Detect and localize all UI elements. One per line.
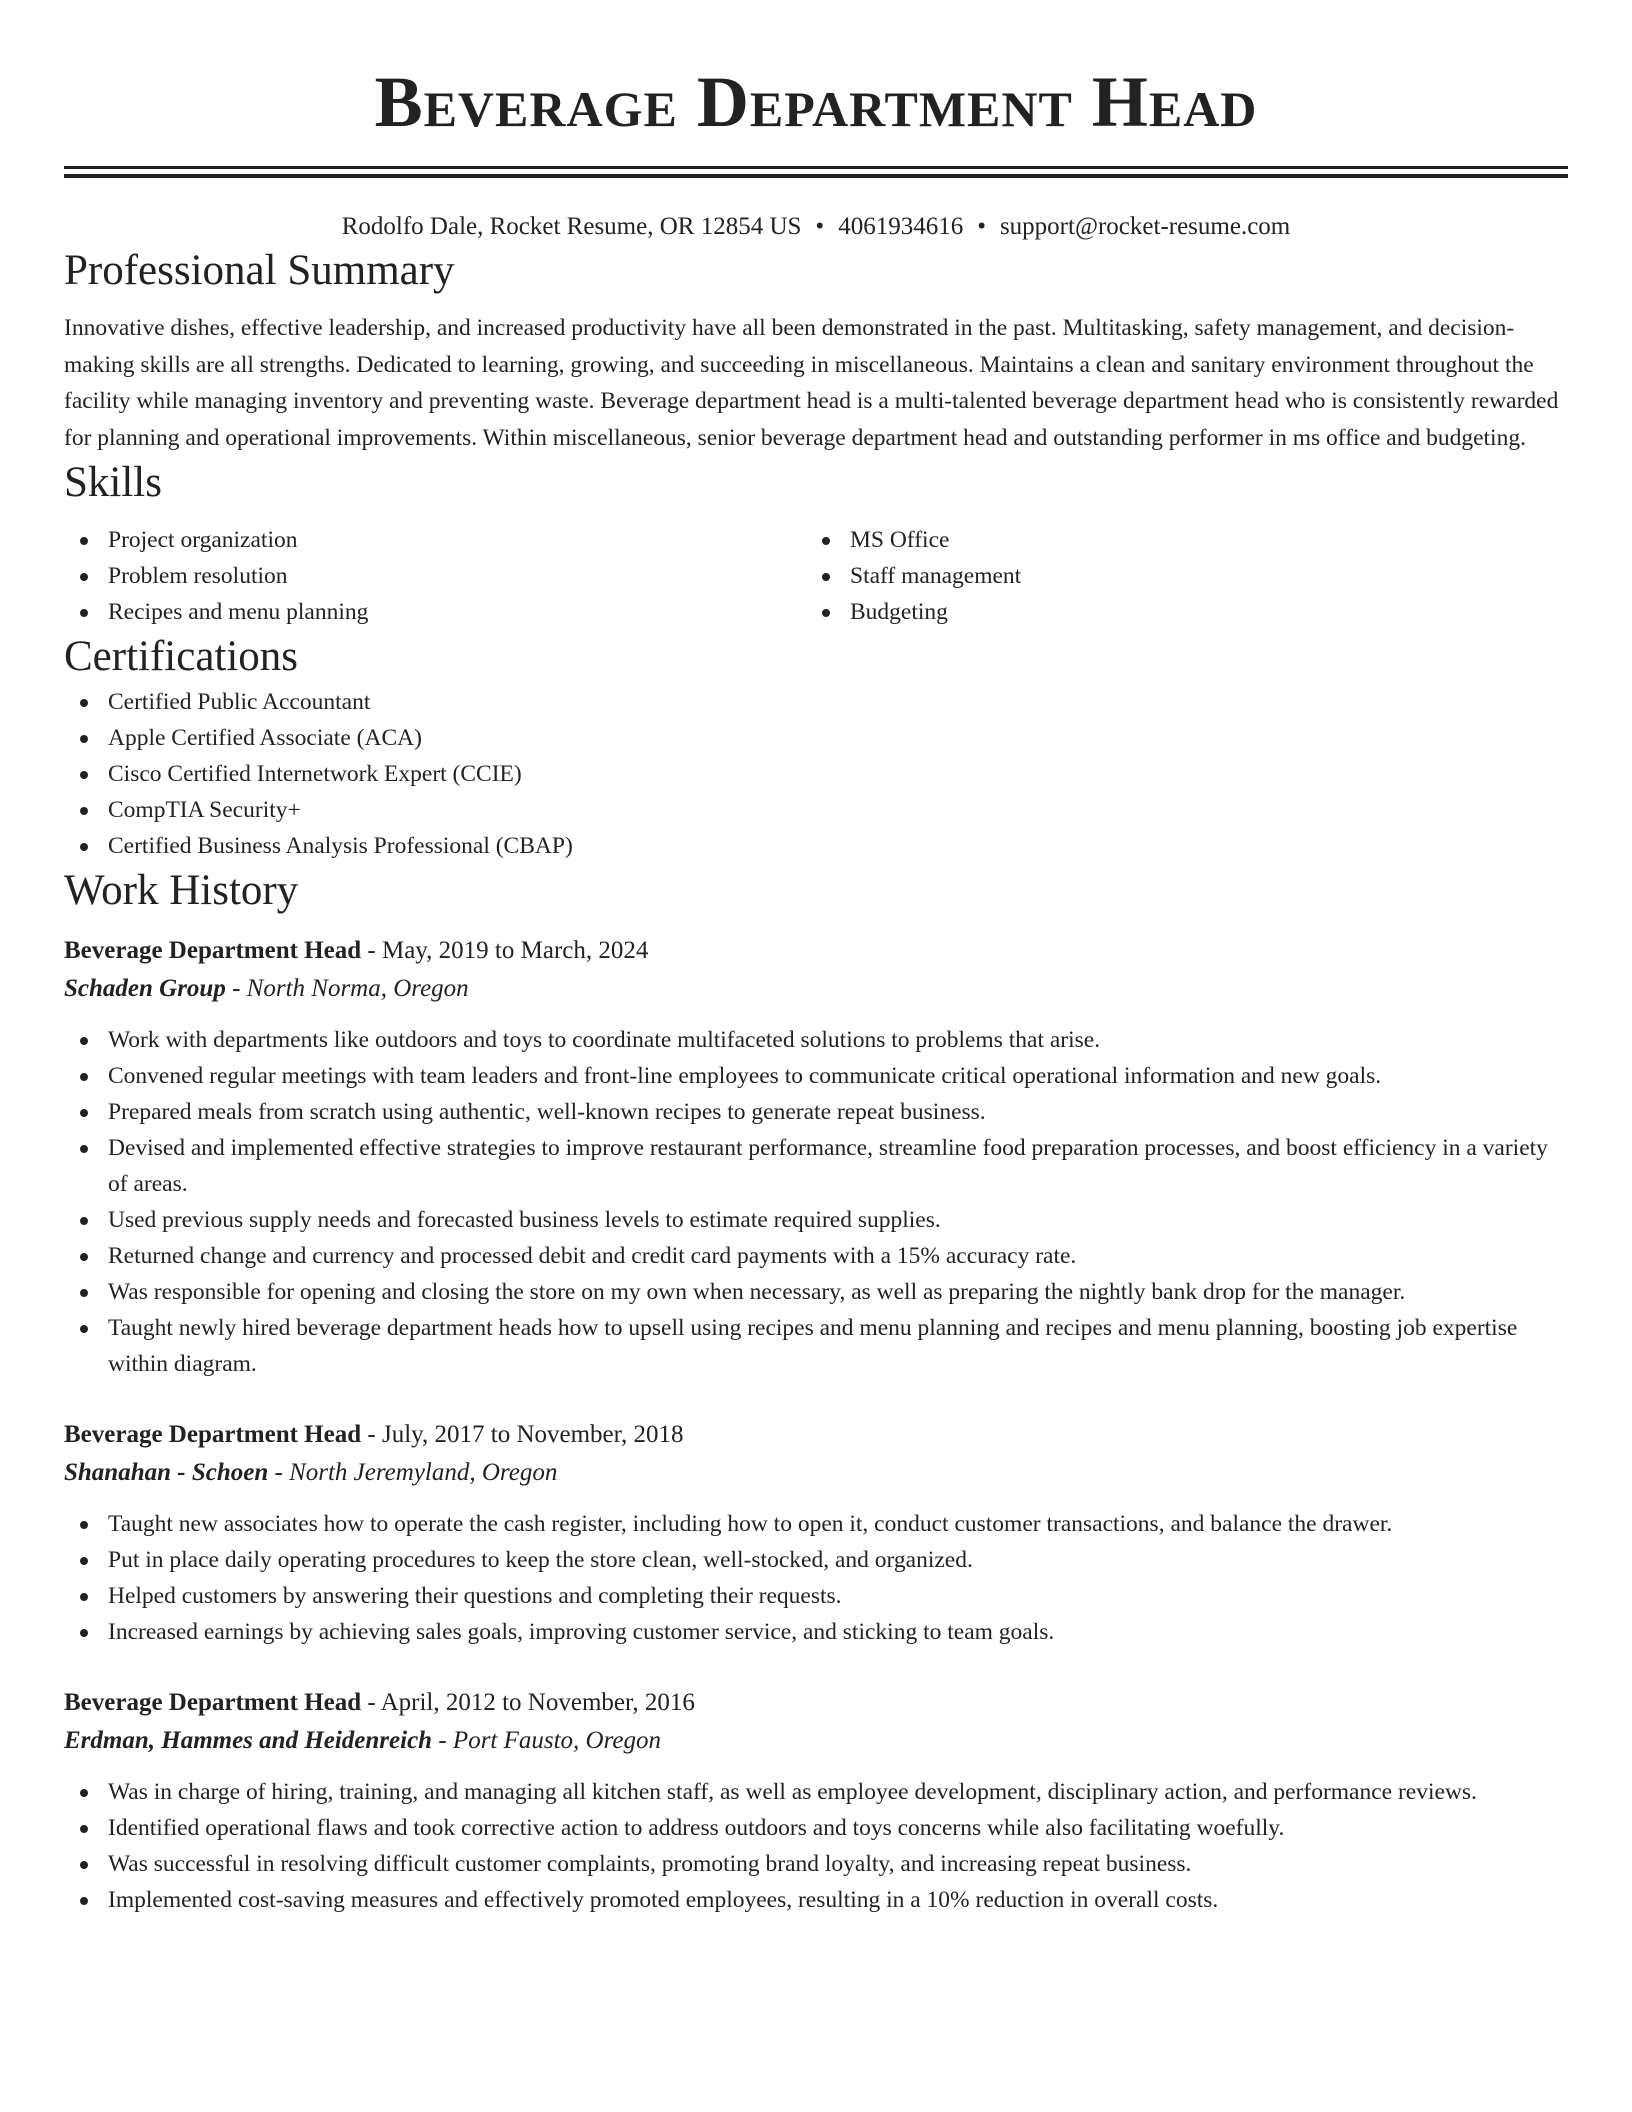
job-dates: - July, 2017 to November, 2018 [361,1421,684,1448]
duty-item: Was successful in resolving difficult customer complaints, promoting brand loyalty, and increasing repeat business. [64,1846,1568,1882]
certification-item: Cisco Certified Internetwork Expert (CCIE) [64,756,1568,792]
contact-separator: • [815,213,825,240]
contact-line [64,210,1568,244]
duty-item: Put in place daily operating procedures to keep the store clean, well-stocked, and organized. [64,1542,1568,1578]
duty-item: Helped customers by answering their questions and completing their requests. [64,1578,1568,1614]
certification-item: Apple Certified Associate (ACA) [64,720,1568,756]
company-name: Erdman, Hammes and Heidenreich [64,1727,433,1754]
job-duties [64,1022,1568,1382]
certification-item: Certified Public Accountant [64,684,1568,720]
job-entry [64,1416,1568,1650]
job-employer [64,1454,1568,1492]
certification-item: CompTIA Security+ [64,792,1568,828]
job-dates: - May, 2019 to March, 2024 [361,937,649,964]
duty-item: Returned change and currency and processed debit and credit card payments with a 15% accuracy rate. [64,1238,1568,1274]
job-employer [64,1722,1568,1760]
certification-item: Certified Business Analysis Professional (CBAP) [64,828,1568,864]
summary-heading: Professional Summary [64,247,455,294]
contact-email: support@rocket-resume.com [999,213,1291,240]
job-header [64,1684,1568,1722]
skills-list-left [64,522,806,630]
duty-item: Prepared meals from scratch using authentic, well-known recipes to generate repeat business. [64,1094,1568,1130]
skill-item: Budgeting [806,594,1548,630]
certifications-list [64,684,1568,864]
summary-text: Innovative dishes, effective leadership, and increased productivity have all been demonstrated in the past. Multitasking, safety management, and decision-making skills are all strengths. Dedicated to learning, growing, and succeeding in miscellaneous. Maintains a clean and sanitary environment throughout the facility while managing inventory and preventing waste. Beverage department head is a multi-talented beverage department head who is consistently rewarded for planning and operational improvements. Within miscellaneous, senior beverage department head and outstanding performer in ms office and budgeting. [64,315,1559,451]
job-title: Beverage Department Head [64,1421,362,1448]
company-location: - North Norma, Oregon [225,975,469,1002]
company-name: Shanahan - Schoen [64,1459,269,1486]
duty-item: Identified operational flaws and took corrective action to address outdoors and toys concerns while also facilitating woefully. [64,1810,1568,1846]
company-location: - Port Fausto, Oregon [432,1727,662,1754]
work-history-section [64,864,1568,1918]
company-location: - North Jeremyland, Oregon [268,1459,558,1486]
skill-item: Problem resolution [64,558,806,594]
company-name: Schaden Group [64,975,226,1002]
resume-title: Beverage Department Head [374,62,1258,142]
skills-heading: Skills [64,459,162,506]
summary-section [64,244,1568,456]
job-dates: - April, 2012 to November, 2016 [361,1689,695,1716]
job-duties [64,1506,1568,1650]
skill-item: Recipes and menu planning [64,594,806,630]
duty-item: Used previous supply needs and forecasted business levels to estimate required supplies. [64,1202,1568,1238]
job-header [64,1416,1568,1454]
job-entry [64,932,1568,1382]
duty-item: Implemented cost-saving measures and effectively promoted employees, resulting in a 10% reduction in overall costs. [64,1882,1568,1918]
duty-item: Taught newly hired beverage department heads how to upsell using recipes and menu planning and recipes and menu planning, boosting job expertise within diagram. [64,1310,1568,1382]
skill-item: MS Office [806,522,1548,558]
contact-separator: • [977,213,986,240]
skills-columns [64,522,1568,630]
skills-section [64,456,1568,630]
job-duties [64,1774,1568,1918]
duty-item: Convened regular meetings with team leaders and front-line employees to communicate critical operational information and new goals. [64,1058,1568,1094]
job-entry [64,1684,1568,1918]
job-title: Beverage Department Head [64,937,362,964]
resume-page [64,0,1568,1918]
duty-item: Taught new associates how to operate the cash register, including how to open it, conduct customer transactions, and balance the drawer. [64,1506,1568,1542]
work-history-heading: Work History [64,867,299,914]
duty-item: Was in charge of hiring, training, and managing all kitchen staff, as well as employee development, disciplinary action, and performance reviews. [64,1774,1568,1810]
duty-item: Devised and implemented effective strategies to improve restaurant performance, streamline food preparation processes, and boost efficiency in a variety of areas. [64,1130,1568,1202]
job-header [64,932,1568,970]
skills-list-right [806,522,1548,630]
certifications-section [64,630,1568,864]
contact-address: Rodolfo Dale, Rocket Resume, OR 12854 US [341,213,802,240]
job-title: Beverage Department Head [64,1689,362,1716]
contact-phone: 4061934616 [838,213,964,240]
job-employer [64,970,1568,1008]
duty-item: Was responsible for opening and closing the store on my own when necessary, as well as preparing the nightly bank drop for the manager. [64,1274,1568,1310]
duty-item: Increased earnings by achieving sales goals, improving customer service, and sticking to team goals. [64,1614,1568,1650]
certifications-heading: Certifications [64,633,299,680]
skill-item: Project organization [64,522,806,558]
duty-item: Work with departments like outdoors and toys to coordinate multifaceted solutions to problems that arise. [64,1022,1568,1058]
title-divider [64,166,1568,178]
skill-item: Staff management [806,558,1548,594]
